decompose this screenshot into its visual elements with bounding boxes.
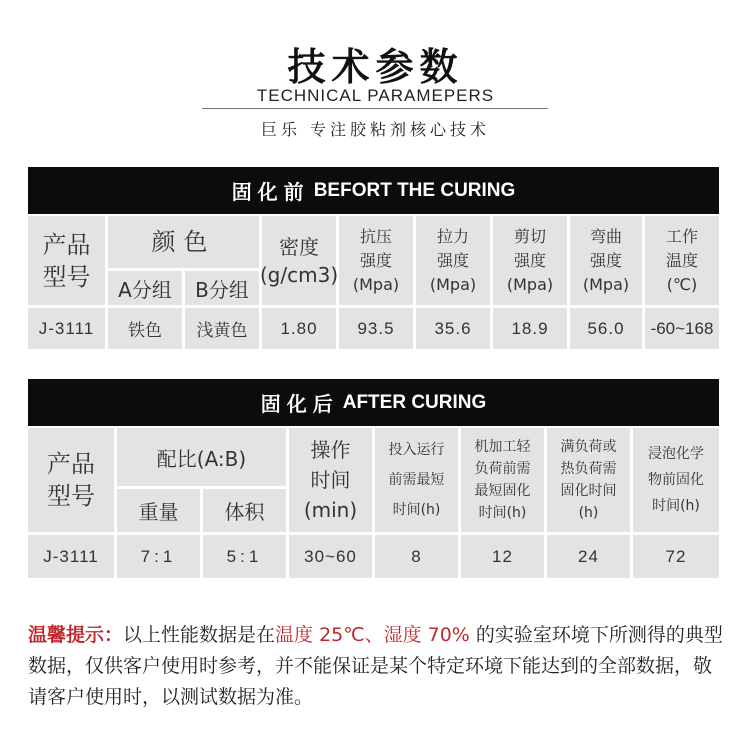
before-h-bend: 弯曲 强度 (Mpa)	[570, 216, 642, 305]
before-bar-en: BEFORT THE CURING	[313, 179, 516, 201]
after-bar-en: AFTER CURING	[342, 391, 487, 413]
before-h-product: 产品 型号	[28, 216, 105, 305]
before-density: 1.80	[262, 308, 336, 349]
after-h-weight: 重量	[117, 489, 200, 532]
before-temp: -60~168	[645, 308, 719, 349]
before-a-color: 铁色	[108, 308, 182, 349]
after-h-volume: 体积	[203, 489, 286, 532]
after-h-optime: 操作 时间 (min)	[289, 428, 372, 532]
before-h-color: 颜色	[108, 216, 259, 268]
before-compress: 93.5	[339, 308, 413, 349]
after-volume: 5:1	[203, 535, 286, 578]
before-h-shear: 剪切 强度 (Mpa)	[493, 216, 567, 305]
before-table	[28, 214, 719, 351]
title-divider	[202, 108, 548, 109]
notice-text	[28, 620, 728, 713]
before-tensile: 35.6	[416, 308, 490, 349]
after-use: 8	[375, 535, 458, 578]
before-bar-cn: 固化前	[231, 180, 310, 204]
page-title: 技术参数	[287, 45, 464, 89]
before-b-color: 浅黄色	[185, 308, 259, 349]
after-model: J-3111	[28, 535, 114, 578]
after-curing-bar	[28, 379, 719, 426]
before-h-a: A分组	[108, 271, 182, 305]
after-optime: 30~60	[289, 535, 372, 578]
after-bar-cn: 固化后	[260, 392, 339, 416]
notice-part2: 的实验室环境下所测得的典型数据，仅供客户使用时参考，并不能保证是某个特定环境下能达到的全部数据，敬请客户使用时，以测试数据为准。	[28, 624, 723, 708]
before-h-tensile: 拉力 强度 (Mpa)	[416, 216, 490, 305]
before-h-compress: 抗压 强度 (Mpa)	[339, 216, 413, 305]
before-h-density: 密度 (g/cm3)	[262, 216, 336, 305]
slogan: 巨乐 专注胶粘剂核心技术	[260, 120, 491, 139]
after-full: 24	[547, 535, 630, 578]
after-soak: 72	[633, 535, 719, 578]
after-weight: 7:1	[117, 535, 200, 578]
after-h-use: 投入运行 前需最短 时间(h)	[375, 428, 458, 532]
after-h-product: 产品 型号	[28, 428, 114, 532]
page-subtitle: TECHNICAL PARAMEPERS	[256, 86, 495, 105]
after-h-full: 满负荷或 热负荷需 固化时间 (h)	[547, 428, 630, 532]
before-curing-bar	[28, 167, 719, 214]
notice-part1: 以上性能数据是在	[123, 624, 276, 646]
before-h-b: B分组	[185, 271, 259, 305]
after-h-machine: 机加工轻 负荷前需 最短固化 时间(h)	[461, 428, 544, 532]
after-table	[28, 426, 719, 580]
after-h-soak: 浸泡化学 物前固化 时间(h)	[633, 428, 719, 532]
before-shear: 18.9	[493, 308, 567, 349]
before-bend: 56.0	[570, 308, 642, 349]
after-machine: 12	[461, 535, 544, 578]
before-h-temp: 工作 温度 (℃)	[645, 216, 719, 305]
after-h-ratio: 配比(A:B)	[117, 428, 286, 486]
notice-highlight: 温度 25℃、湿度 70%	[275, 624, 470, 646]
notice-label: 温馨提示：	[28, 624, 124, 646]
before-model: J-3111	[28, 308, 105, 349]
